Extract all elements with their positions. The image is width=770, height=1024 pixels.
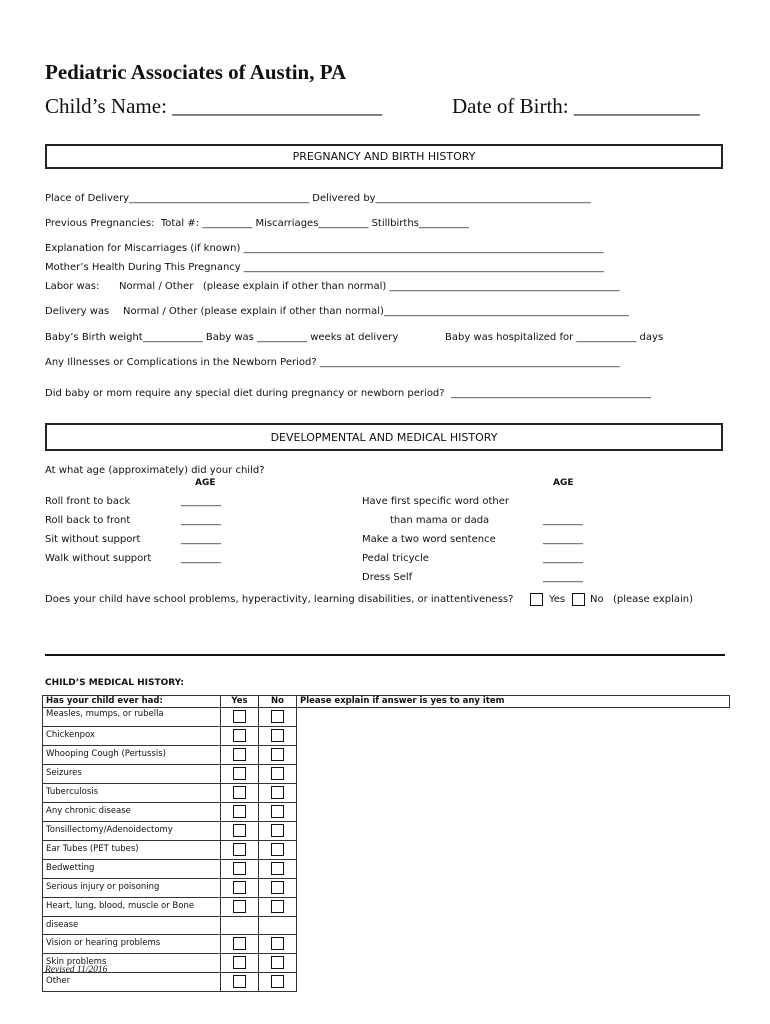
place-of-delivery-field[interactable]: Place of Delivery____________________________________ Delivered by___________________________________________ — [45, 193, 591, 204]
table-row — [43, 841, 730, 860]
section-heading-developmental: DEVELOPMENTAL AND MEDICAL HISTORY — [45, 423, 723, 451]
no-checkbox[interactable] — [271, 824, 284, 837]
hospitalized-field[interactable]: Baby was hospitalized for ____________ days — [445, 332, 664, 343]
revised-date: Revised 11/2016 — [45, 965, 108, 975]
condition-label: Skin problems — [43, 954, 221, 973]
yes-cell — [221, 898, 259, 917]
no-cell — [259, 822, 297, 841]
milestone-item: Make a two word sentence — [362, 534, 496, 545]
no-cell — [259, 860, 297, 879]
milestone-item: Roll front to back — [45, 496, 131, 507]
school-yes-label: Yes — [549, 594, 566, 605]
section-heading-pregnancy: PREGNANCY AND BIRTH HISTORY — [45, 144, 723, 169]
no-checkbox[interactable] — [271, 710, 284, 723]
no-cell — [259, 803, 297, 822]
delivery-field[interactable]: Normal / Other (please explain if other than normal)_________________________________________________ — [123, 306, 629, 317]
labor-label: Labor was: — [45, 281, 100, 292]
no-checkbox[interactable] — [271, 862, 284, 875]
no-checkbox[interactable] — [271, 900, 284, 913]
table-row — [43, 879, 730, 898]
medical-history-table — [42, 695, 730, 992]
no-checkbox[interactable] — [271, 729, 284, 742]
no-cell — [259, 935, 297, 954]
yes-checkbox[interactable] — [233, 767, 246, 780]
milestone-item: Pedal tricycle — [362, 553, 429, 564]
no-checkbox[interactable] — [271, 843, 284, 856]
yes-cell — [221, 973, 259, 992]
birth-weight-field[interactable]: Baby’s Birth weight____________ Baby was __________ weeks at delivery — [45, 332, 399, 343]
milestone-item: Walk without support — [45, 553, 152, 564]
yes-checkbox[interactable] — [233, 975, 246, 988]
newborn-illness-field[interactable]: Any Illnesses or Complications in the Newborn Period? ____________________________________________________________ — [45, 357, 620, 368]
milestone-age-blank[interactable]: ________ — [543, 515, 583, 526]
condition-label: Tuberculosis — [43, 784, 221, 803]
table-row — [43, 727, 730, 746]
milestone-age-blank[interactable]: ________ — [181, 496, 221, 507]
yes-cell — [221, 954, 259, 973]
milestone-item: Sit without support — [45, 534, 141, 545]
condition-label: Other — [43, 973, 221, 992]
milestone-age-blank[interactable]: ________ — [543, 572, 583, 583]
table-row — [43, 765, 730, 784]
no-cell — [259, 898, 297, 917]
yes-checkbox[interactable] — [233, 710, 246, 723]
table-row — [43, 954, 730, 973]
no-cell — [259, 784, 297, 803]
milestone-age-blank[interactable]: ________ — [181, 534, 221, 545]
miscarriage-explanation-field[interactable]: Explanation for Miscarriages (if known) ________________________________________________________________________ — [45, 243, 604, 254]
condition-label: Seizures — [43, 765, 221, 784]
condition-label: Whooping Cough (Pertussis) — [43, 746, 221, 765]
delivery-label: Delivery was — [45, 306, 110, 317]
yes-checkbox[interactable] — [233, 937, 246, 950]
section-divider — [45, 654, 725, 656]
table-row — [43, 935, 730, 954]
please-explain-label: (please explain) — [613, 594, 694, 605]
date-of-birth-field[interactable]: Date of Birth: ____________ — [452, 94, 700, 118]
no-cell — [259, 765, 297, 784]
yes-cell — [221, 765, 259, 784]
age-label-left: AGE — [195, 478, 216, 488]
milestone-item: than mama or dada — [390, 515, 490, 526]
practice-title: Pediatric Associates of Austin, PA — [45, 60, 347, 84]
condition-label: Chickenpox — [43, 727, 221, 746]
table-row — [43, 708, 730, 727]
yes-checkbox[interactable] — [233, 900, 246, 913]
yes-cell — [221, 822, 259, 841]
school-yes-checkbox[interactable] — [530, 593, 543, 606]
no-checkbox[interactable] — [271, 937, 284, 950]
yes-cell — [221, 879, 259, 898]
condition-label: Serious injury or poisoning — [43, 879, 221, 898]
yes-cell — [221, 841, 259, 860]
yes-cell — [221, 784, 259, 803]
labor-field[interactable]: Normal / Other (please explain if other than normal) ______________________________________________ — [119, 281, 620, 292]
school-problems-question: Does your child have school problems, hyperactivity, learning disabilities, or inattentiveness? — [45, 594, 514, 605]
yes-checkbox[interactable] — [233, 843, 246, 856]
yes-checkbox[interactable] — [233, 956, 246, 969]
table-row — [43, 917, 730, 935]
table-row — [43, 860, 730, 879]
milestone-item: Dress Self — [362, 572, 413, 583]
yes-cell — [221, 708, 259, 727]
col-header-item: Has your child ever had: — [43, 696, 221, 708]
yes-cell — [221, 917, 259, 935]
yes-checkbox[interactable] — [233, 824, 246, 837]
table-row — [43, 973, 730, 992]
age-label-right: AGE — [553, 478, 574, 488]
school-no-checkbox[interactable] — [572, 593, 585, 606]
no-cell — [259, 879, 297, 898]
yes-checkbox[interactable] — [233, 881, 246, 894]
milestone-age-blank[interactable]: ________ — [181, 515, 221, 526]
milestone-age-blank[interactable]: ________ — [181, 553, 221, 564]
no-cell — [259, 746, 297, 765]
no-cell — [259, 954, 297, 973]
no-cell — [259, 917, 297, 935]
yes-checkbox[interactable] — [233, 862, 246, 875]
child-name-field[interactable]: Child’s Name: ____________________ — [45, 94, 383, 118]
mother-health-field[interactable]: Mother’s Health During This Pregnancy ________________________________________________________________________ — [45, 262, 604, 273]
milestone-age-blank[interactable]: ________ — [543, 553, 583, 564]
no-checkbox[interactable] — [271, 956, 284, 969]
developmental-question: At what age (approximately) did your child? — [45, 465, 265, 476]
special-diet-field[interactable]: Did baby or mom require any special diet during pregnancy or newborn period? ________________________________________ — [45, 388, 651, 399]
no-checkbox[interactable] — [271, 748, 284, 761]
milestone-item: Roll back to front — [45, 515, 131, 526]
condition-label: Vision or hearing problems — [43, 935, 221, 954]
table-header-row — [43, 696, 730, 708]
no-cell — [259, 841, 297, 860]
explain-column[interactable] — [297, 696, 730, 708]
yes-cell — [221, 860, 259, 879]
yes-checkbox[interactable] — [233, 786, 246, 799]
no-checkbox[interactable] — [271, 975, 284, 988]
yes-checkbox[interactable] — [233, 805, 246, 818]
no-cell — [259, 727, 297, 746]
yes-cell — [221, 803, 259, 822]
condition-label: Any chronic disease — [43, 803, 221, 822]
table-row — [43, 784, 730, 803]
table-row — [43, 898, 730, 917]
yes-checkbox[interactable] — [233, 729, 246, 742]
milestone-age-blank[interactable]: ________ — [543, 534, 583, 545]
condition-label: disease — [43, 917, 221, 935]
no-cell — [259, 973, 297, 992]
condition-label: Bedwetting — [43, 860, 221, 879]
school-no-label: No — [590, 594, 604, 605]
table-row — [43, 803, 730, 822]
condition-label: Tonsillectomy/Adenoidectomy — [43, 822, 221, 841]
table-row — [43, 746, 730, 765]
medical-history-heading: CHILD’S MEDICAL HISTORY: — [45, 678, 185, 688]
condition-label: Measles, mumps, or rubella — [43, 708, 221, 727]
condition-label: Ear Tubes (PET tubes) — [43, 841, 221, 860]
yes-cell — [221, 935, 259, 954]
yes-cell — [221, 746, 259, 765]
no-cell — [259, 708, 297, 727]
table-row — [43, 822, 730, 841]
yes-cell — [221, 727, 259, 746]
yes-checkbox[interactable] — [233, 748, 246, 761]
no-checkbox[interactable] — [271, 767, 284, 780]
col-header-explain: Please explain if answer is yes to any item — [300, 696, 505, 706]
milestone-item: Have first specific word other — [362, 496, 509, 507]
no-checkbox[interactable] — [271, 881, 284, 894]
no-checkbox[interactable] — [271, 805, 284, 818]
condition-label: Heart, lung, blood, muscle or Bone — [43, 898, 221, 917]
col-header-yes: Yes — [221, 696, 259, 708]
col-header-no: No — [259, 696, 297, 708]
no-checkbox[interactable] — [271, 786, 284, 799]
previous-pregnancies-field[interactable]: Previous Pregnancies: Total #: __________ Miscarriages__________ Stillbirths__________ — [45, 218, 469, 229]
